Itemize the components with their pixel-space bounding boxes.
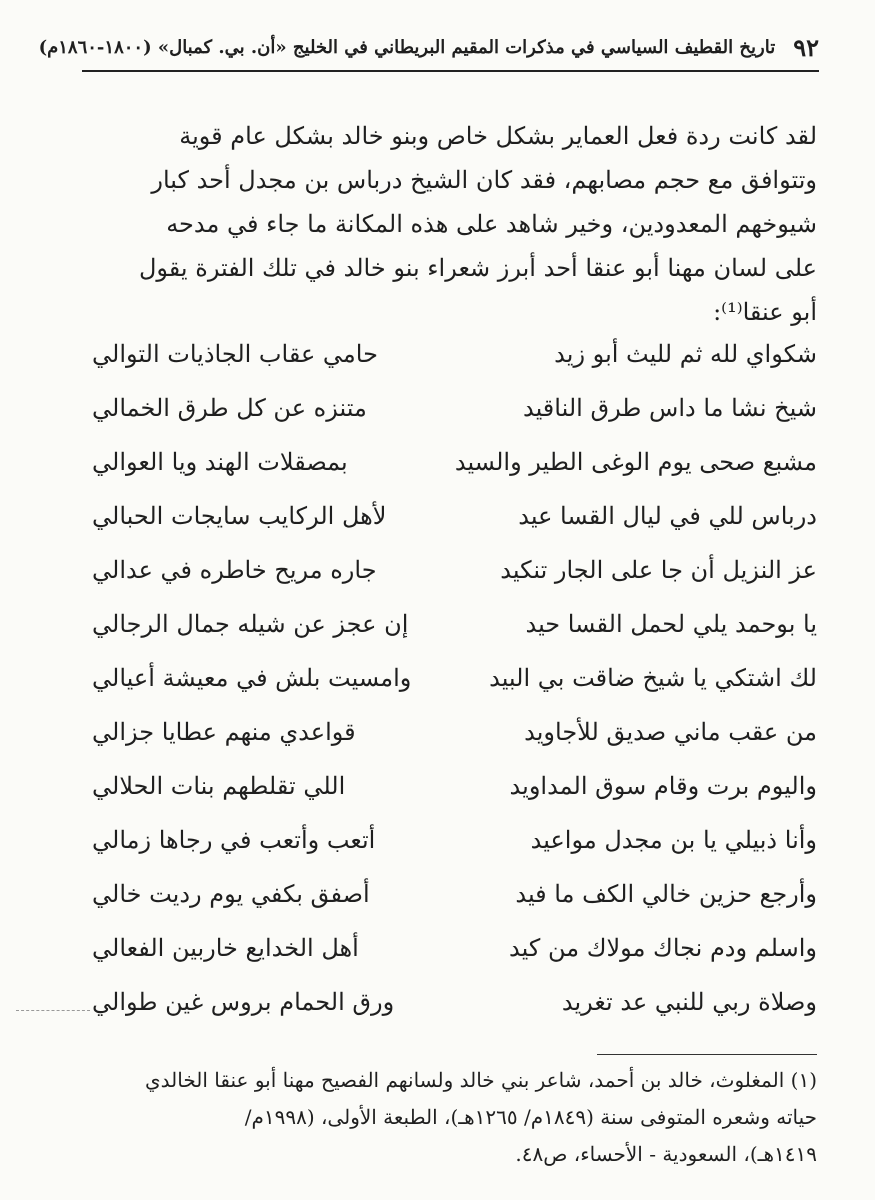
- verse-first-hemistich: لك اشتكي يا شيخ ضاقت بي البيد: [489, 664, 817, 692]
- poem-verse: [92, 658, 817, 712]
- poem-verse: [92, 982, 817, 1036]
- verse-second-hemistich: إن عجز عن شيله جمال الرجالي: [92, 610, 409, 638]
- scan-mark: [16, 1010, 90, 1011]
- page-number: ٩٢: [793, 32, 819, 62]
- verse-first-hemistich: مشبع صحى يوم الوغى الطير والسيد: [454, 448, 817, 476]
- poem-verse: [92, 604, 817, 658]
- poem-verse: [92, 766, 817, 820]
- verse-second-hemistich: أصفق بكفي يوم رديت خالي: [92, 880, 370, 908]
- verse-first-hemistich: واليوم برت وقام سوق المداويد: [509, 772, 817, 800]
- intro-line: شيوخهم المعدودين، وخير شاهد على هذه المكانة ما جاء في مدحه: [166, 210, 817, 238]
- poem-verse: [92, 550, 817, 604]
- verse-second-hemistich: اللي تقلطهم بنات الحلالي: [92, 772, 346, 800]
- verse-second-hemistich: حامي عقاب الجاذيات التوالي: [92, 340, 378, 368]
- verse-second-hemistich: لأهل الركايب سايجات الحبالي: [92, 502, 387, 530]
- poem-verse: [92, 334, 817, 388]
- intro-line: لقد كانت ردة فعل العماير بشكل خاص وبنو خالد بشكل عام قوية: [179, 122, 817, 150]
- verse-first-hemistich: عز النزيل أن جا على الجار تنكيد: [500, 556, 817, 584]
- footnote-separator: [597, 1054, 817, 1055]
- verse-first-hemistich: واسلم ودم نجاك مولاك من كيد: [509, 934, 817, 962]
- verse-first-hemistich: وصلاة ربي للنبي عد تغريد: [561, 988, 817, 1016]
- verse-second-hemistich: أهل الخدايع خاربين الفعالي: [92, 934, 359, 962]
- verse-second-hemistich: وامسيت بلش في معيشة أعيالي: [92, 664, 412, 692]
- poem-verse: [92, 928, 817, 982]
- verse-first-hemistich: وأنا ذبيلي يا بن مجدل مواعيد: [530, 826, 817, 854]
- poem-verse: [92, 820, 817, 874]
- intro-line: على لسان مهنا أبو عنقا أحد أبرز شعراء بنو خالد في تلك الفترة يقول: [138, 254, 817, 282]
- page-header: [38, 28, 819, 72]
- running-title: تاريخ القطيف السياسي في مذكرات المقيم البريطاني في الخليج «أن. بي. كمبال» (١٨٠٠-١٨٦٠م): [38, 36, 776, 58]
- footnotes: [92, 1062, 817, 1173]
- verse-second-hemistich: بمصقلات الهند ويا العوالي: [92, 448, 348, 476]
- verse-second-hemistich: ورق الحمام بروس غين طوالي: [92, 988, 395, 1016]
- verse-second-hemistich: جاره مريح خاطره في عدالي: [92, 556, 377, 584]
- verse-first-hemistich: وأرجع حزين خالي الكف ما فيد: [515, 880, 817, 908]
- poem-verse: [92, 712, 817, 766]
- verse-second-hemistich: أتعب وأتعب في رجاها زمالي: [92, 826, 376, 854]
- footnote-line: (١) المغلوث، خالد بن أحمد، شاعر بني خالد ولسانهم الفصيح مهنا أبو عنقا الخالدي: [145, 1068, 817, 1092]
- intro-line: أبو عنقا⁽¹⁾:: [713, 298, 817, 326]
- verse-second-hemistich: قواعدي منهم عطايا جزالي: [92, 718, 356, 746]
- poem-verse: [92, 496, 817, 550]
- verse-first-hemistich: يا بوحمد يلي لحمل القسا حيد: [525, 610, 817, 638]
- verse-first-hemistich: من عقب ماني صديق للأجاويد: [524, 718, 817, 746]
- poem-verse: [92, 442, 817, 496]
- poem-block: [92, 334, 817, 1036]
- verse-first-hemistich: شيخ نشا ما داس طرق الناقيد: [522, 394, 817, 422]
- intro-paragraph: [92, 114, 817, 334]
- intro-line: وتتوافق مع حجم مصابهم، فقد كان الشيخ درباس بن مجدل أحد كبار: [151, 166, 817, 194]
- verse-first-hemistich: درباس للي في ليال القسا عيد: [518, 502, 817, 530]
- poem-verse: [92, 874, 817, 928]
- verse-first-hemistich: شكواي لله ثم لليث أبو زيد: [554, 340, 817, 368]
- poem-verse: [92, 388, 817, 442]
- footnote-line: ١٤١٩هـ)، السعودية - الأحساء، ص٤٨.: [515, 1142, 817, 1166]
- verse-second-hemistich: متنزه عن كل طرق الخمالي: [92, 394, 367, 422]
- footnote-line: حياته وشعره المتوفى سنة (١٨٤٩م/ ١٢٦٥هـ)، الطبعة الأولى، (١٩٩٨م/: [244, 1105, 817, 1129]
